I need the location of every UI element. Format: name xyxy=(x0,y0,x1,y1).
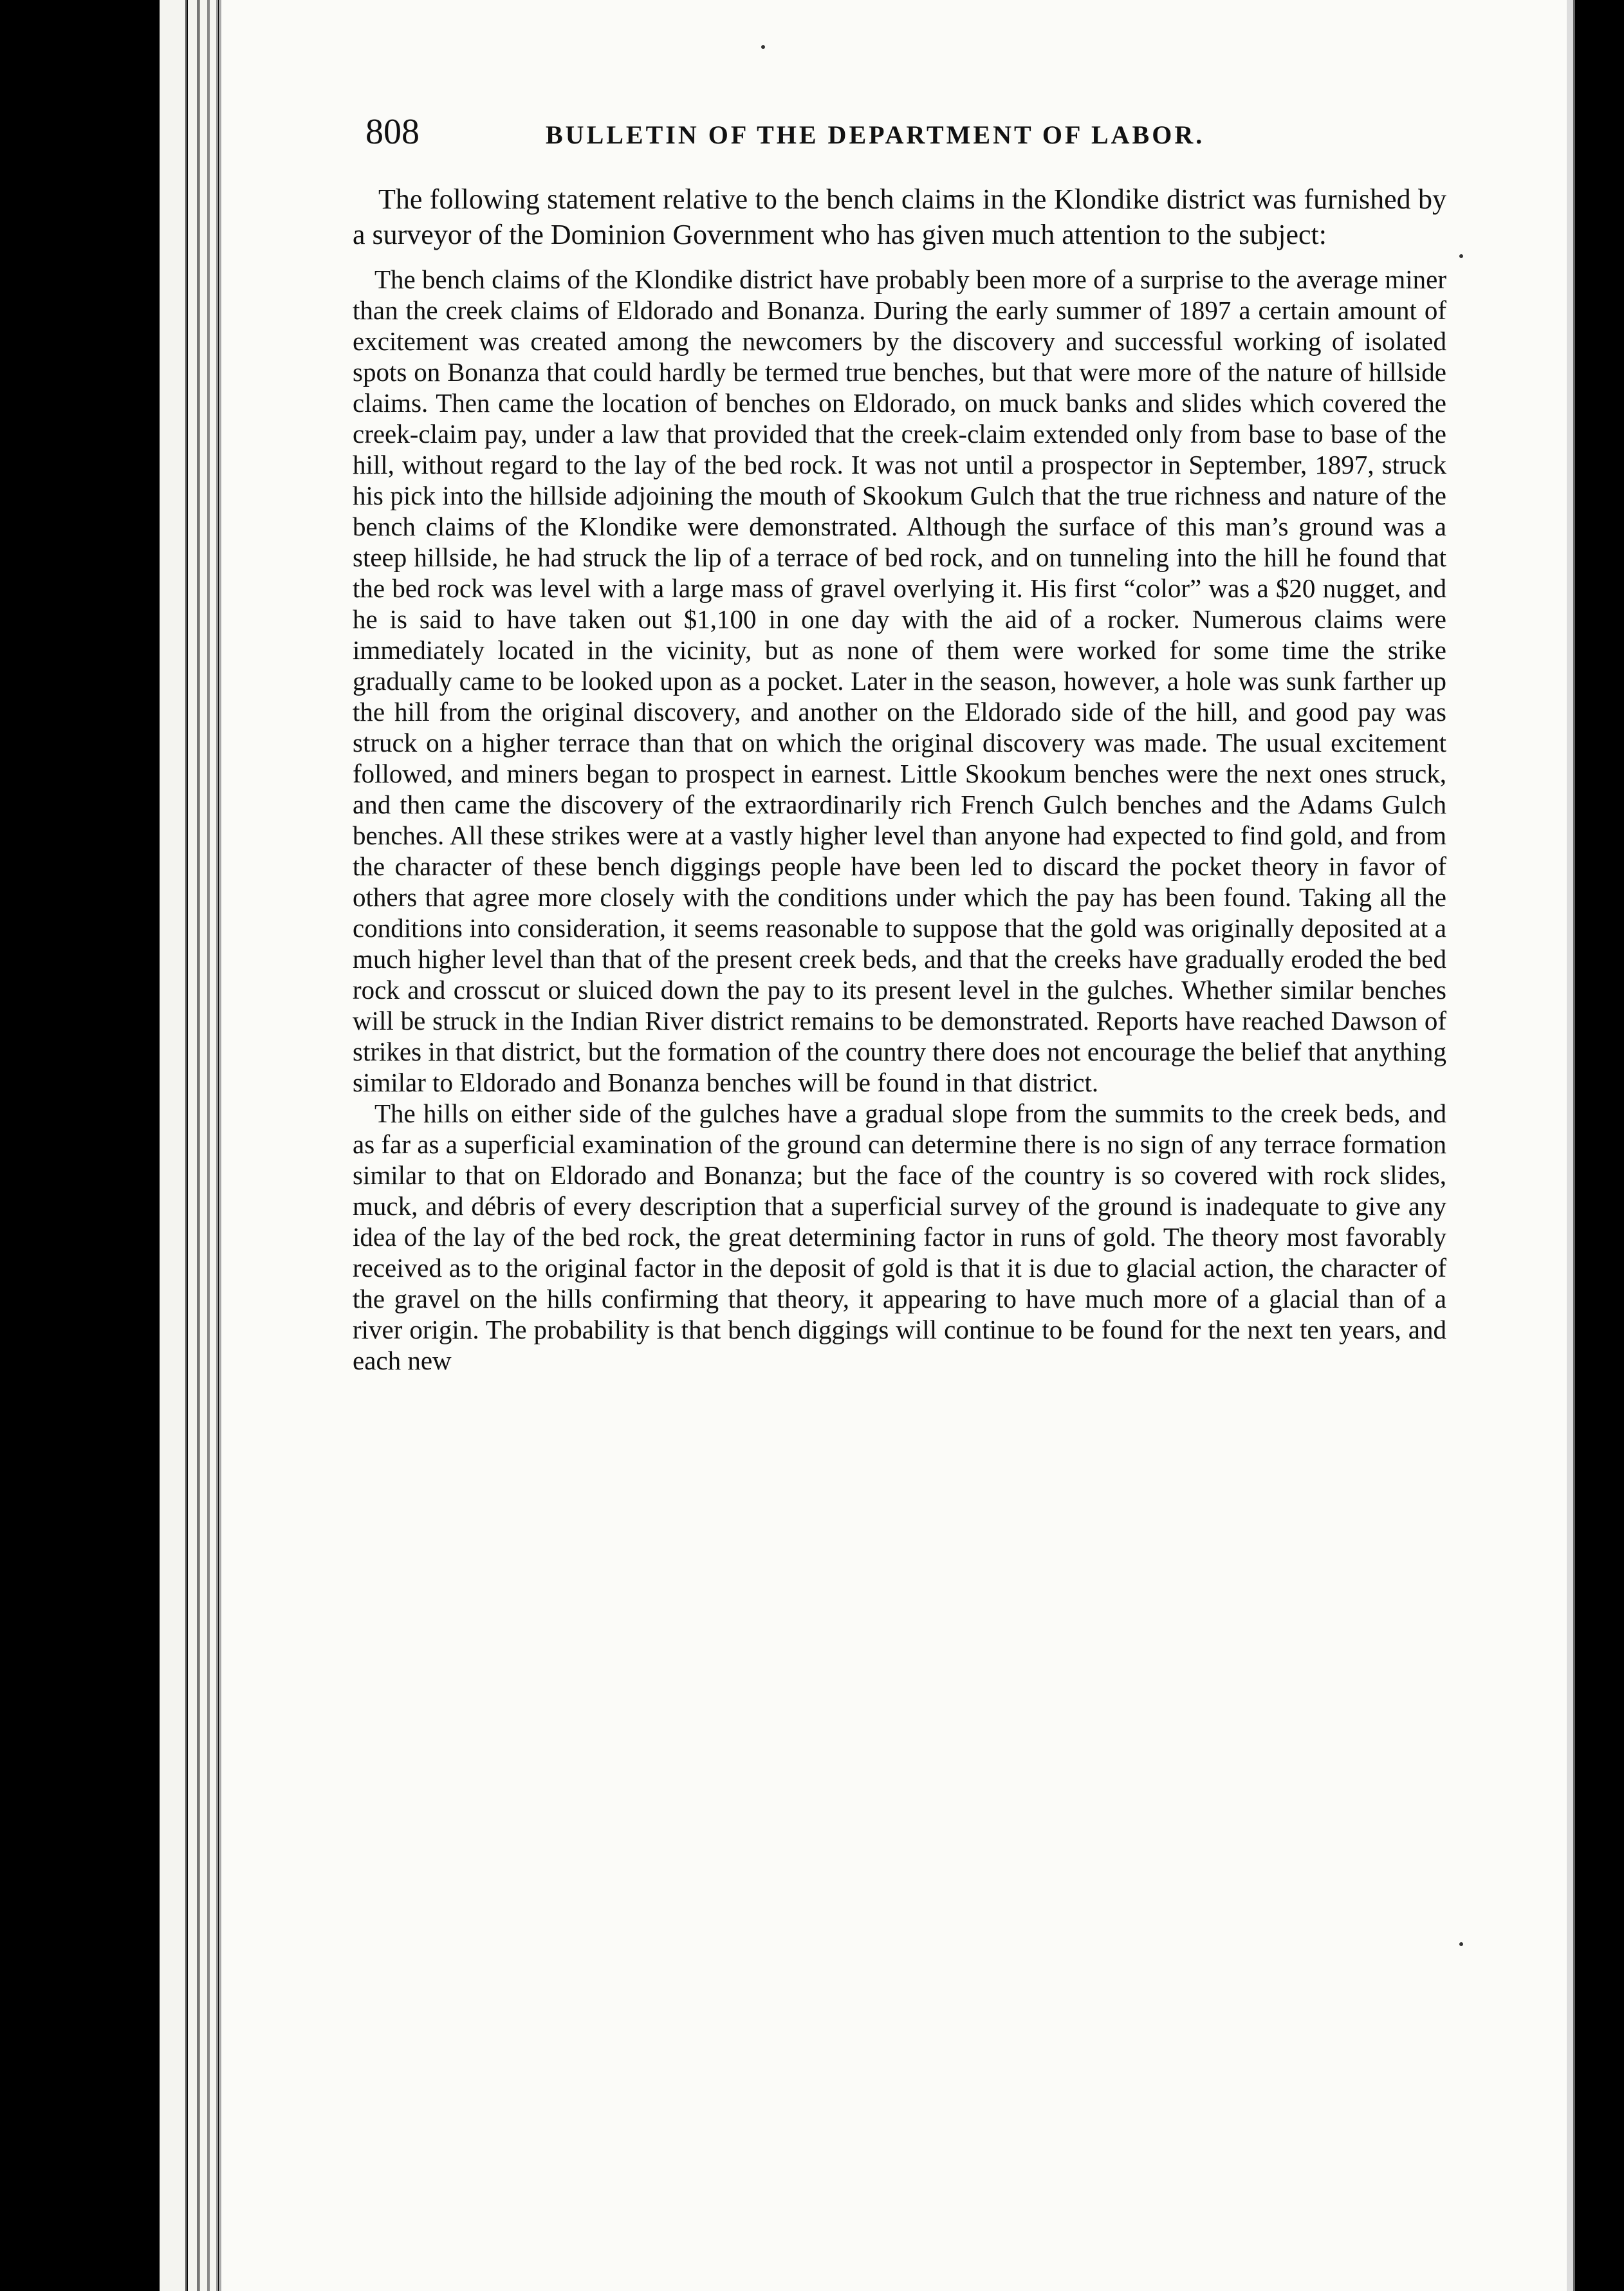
page-number: 808 xyxy=(365,112,420,152)
quoted-paragraph-1: The bench claims of the Klondike district have probably been more of a surprise to the average miner than the creek claims of Eldorado and Bonanza. During the early summer of 1897 a certain amount of excitement was created among the newcomers by the discovery and successful working of isolated spots on Bonanza that could hardly be termed true benches, but that were more of the nature of hillside claims. Then came the location of benches on Eldorado, on muck banks and slides which covered the creek-claim pay, under a law that provided that the creek-claim extended only from base to base of the hill, without regard to the lay of the bed rock. It was not until a prospector in September, 1897, struck his pick into the hillside adjoining the mouth of Skookum Gulch that the true richness and nature of the bench claims of the Klondike were demonstrated. Although the surface of this man’s ground was a steep hillside, he had struck the lip of a terrace of bed rock, and on tunneling into the hill he found that the bed rock was level with a large mass of gravel overlying it. His first “color” was a $20 nugget, and he is said to have taken out $1,100 in one day with the aid of a rocker. Numerous claims were immediately located in the vicinity, but as none of them were worked for some time the strike gradually came to be looked upon as a pocket. Later in the season, however, a hole was sunk farther up the hill from the original discovery, and another on the Eldorado side of the hill, and good pay was struck on a higher terrace than that on which the original discovery was made. The usual excitement followed, and miners began to prospect in earnest. Little Skookum benches were the next ones struck, and then came the discovery of the extraordinarily rich French Gulch benches and the Adams Gulch benches. All these strikes were at a vastly higher level than anyone had expected to find gold, and from the character of these bench diggings people have been led to discard the pocket theory in favor of others that agree more closely with the conditions under which the pay has been found. Taking all the conditions into consideration, it seems reasonable to suppose that the gold was originally deposited at a much higher level than that of the present creek beds, and that the creeks have gradually eroded the bed rock and crosscut or sluiced down the pay to its present level in the gulches. Whether similar benches will be struck in the Indian River district remains to be demonstrated. Reports have reached Dawson of strikes in that district, but the formation of the country there does not encourage the belief that anything similar to Eldorado and Bonanza benches will be found in that district. xyxy=(353,264,1446,1097)
running-head: BULLETIN OF THE DEPARTMENT OF LABOR. xyxy=(546,120,1205,149)
quoted-paragraph-2: The hills on either side of the gulches have a gradual slope from the summits to the creek beds, and as far as a superficial examination of the ground can determine there is no sign of any terrace formation similar to that on Eldorado and Bonanza; but the face of the country is so covered with rock slides, muck, and débris of every description that a superficial survey of the ground is inadequate to give any idea of the lay of the bed rock, the great determining factor in runs of gold. The theory most favorably received as to the original factor in the deposit of gold is that it is due to glacial action, the character of the gravel on the hills confirming that theory, it appearing to have much more of a glacial than of a river origin. The probability is that bench diggings will continue to be found for the next ten years, and each new xyxy=(353,1099,1446,1375)
print-speck xyxy=(761,45,765,49)
print-speck xyxy=(1459,254,1463,258)
right-page-edge xyxy=(1567,0,1575,2291)
binding-page-edge xyxy=(199,0,210,2291)
binding-page-edge xyxy=(188,0,199,2291)
page-header xyxy=(365,109,1298,161)
binding-page-edge xyxy=(210,0,218,2291)
print-speck xyxy=(1459,1942,1463,1946)
binding-page-edge xyxy=(160,0,187,2291)
body-text xyxy=(353,181,1446,1376)
intro-paragraph: The following statement relative to the bench claims in the Klondike district was furnished by a surveyor of the Dominion Government who has given much attention to the subject: xyxy=(353,183,1446,250)
